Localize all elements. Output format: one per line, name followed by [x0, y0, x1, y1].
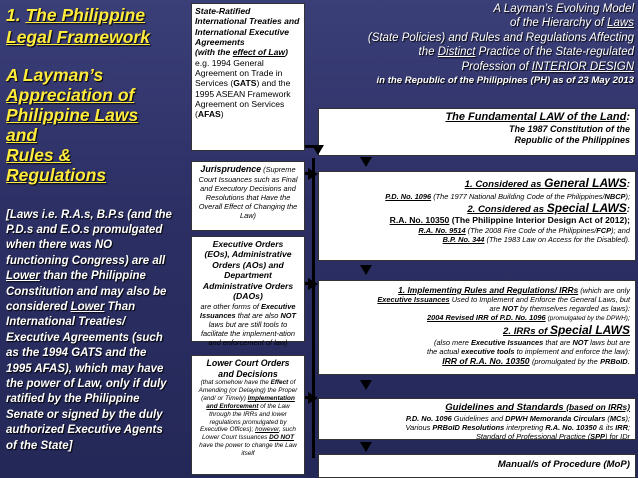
lower-court-box: Lower Court Orders and Decisions (that somehow have the Effect of Amending (or Delaying) the Proper (and/ or Timely) Implementation and Enforcement of the Law through the IRRs and lower regulations promulgated by Executive Offices); however, such Lower Court Issuances DO NOT have the power to change the Law itself	[191, 355, 305, 475]
section-title-line2: Legal Framework	[6, 26, 150, 47]
section-subtitle: A Layman’s Appreciation of Philippine Laws and Rules & Regulations	[6, 64, 139, 185]
title-line3: (State Policies) and Rules and Regulations Affecting	[367, 31, 634, 44]
arrow-right-icon	[308, 392, 318, 404]
manual-box: Manual/s of Procedure (MoP)	[318, 454, 636, 478]
arrow-right-icon	[308, 278, 318, 290]
laws-box: 1. Considered as General LAWS: P.D. No. 1096 (The 1977 National Building Code of the Philippines/NBCP); 2. Considered as Special LAWS: R.A. No. 10350 (The Philippine Interior Design Act of 2012); R.A. No. 9514 (The 2008 Fire Code of the Philippines/FCP); and B.P. No. 344 (The 1983 Law on Access for the Disabled).	[318, 171, 636, 261]
treaties-box: State-Ratified International Treaties and International Executive Agreements (with the effect of Law) e.g. 1994 General Agreement on Trade in Services (GATS) and the 1995 ASEAN Framework Agreement on Services (AFAS)	[191, 3, 305, 151]
irrs-box: 1. Implementing Rules and Regulations/ IRRs (which are only Executive Issuances Used to Implement and Enforce the General Laws, but are NOT by themselves regarded as laws): 2004 Revised IRR of P.D. No. 1096 (promulgated by the DPWH); 2. IRRs of Special LAWS (also mere Executive Issuances that are NOT laws but are the actual executive tools to implement and enforce the law): IRR of R.A. No. 10350 (promulgated by the PRBoID.	[318, 280, 636, 375]
title-line2: of the Hierarchy of Laws	[509, 17, 634, 30]
arrow-down-icon	[360, 157, 372, 167]
executive-orders-box: Executive Orders (EOs), Administrative Orders (AOs) and Department Administrative Orders (DAOs) are other forms of Executive Issuances that are also NOT laws but are still tools to facilitate the implement-ation and enforcement of law)	[191, 236, 305, 342]
section-title: 1. The Philippine	[6, 5, 146, 25]
fundamental-law-box: The Fundamental LAW of the Land: The 1987 Constitution of the Republic of the Philippines	[318, 108, 636, 156]
title-line5: Profession of INTERIOR DESIGN	[461, 60, 634, 73]
jurisprudence-box: Jurisprudence (Supreme Court Issuances such as Final and Executory Decisions and Resolutions that Have the Overall Effect of Changing the Law)	[191, 161, 305, 231]
model-title	[322, 2, 634, 87]
connector-trunk	[312, 158, 315, 458]
arrow-down-icon	[360, 380, 372, 390]
title-line1: A Layman’s Evolving Model	[493, 3, 634, 15]
arrow-down-icon	[312, 145, 324, 155]
title-line4: the Distinct Practice of the State-regulated	[418, 46, 634, 59]
arrow-down-icon	[360, 265, 372, 275]
left-body-text: [Laws i.e. R.A.s, B.P.s (and the P.D.s and E.O.s promulgated when there was NO functioning Congress) are all Lower than the Philippine Constitution and may also be considered Lower Than International Treaties/ Executive Agreements (such as the 1994 GATS and the 1995 AFAS), which may have the power of Law, only if duly ratified by the Philippine Senate or signed by the duly authorized Executive Agents of the State]	[6, 208, 172, 452]
left-panel	[6, 6, 174, 454]
title-line6: in the Republic of the Philippines (PH) as of 23 May 2013	[376, 74, 634, 86]
arrow-down-icon	[360, 442, 372, 452]
guidelines-box: Guidelines and Standards (based on IRRs) P.D. No. 1096 Guidelines and DPWH Memoranda Circulars (MCs); Various PRBoID Resolutions interpreting R.A. No. 10350 & its IRR; Standard of Professional Practice (SPP) for IDr	[318, 398, 636, 440]
